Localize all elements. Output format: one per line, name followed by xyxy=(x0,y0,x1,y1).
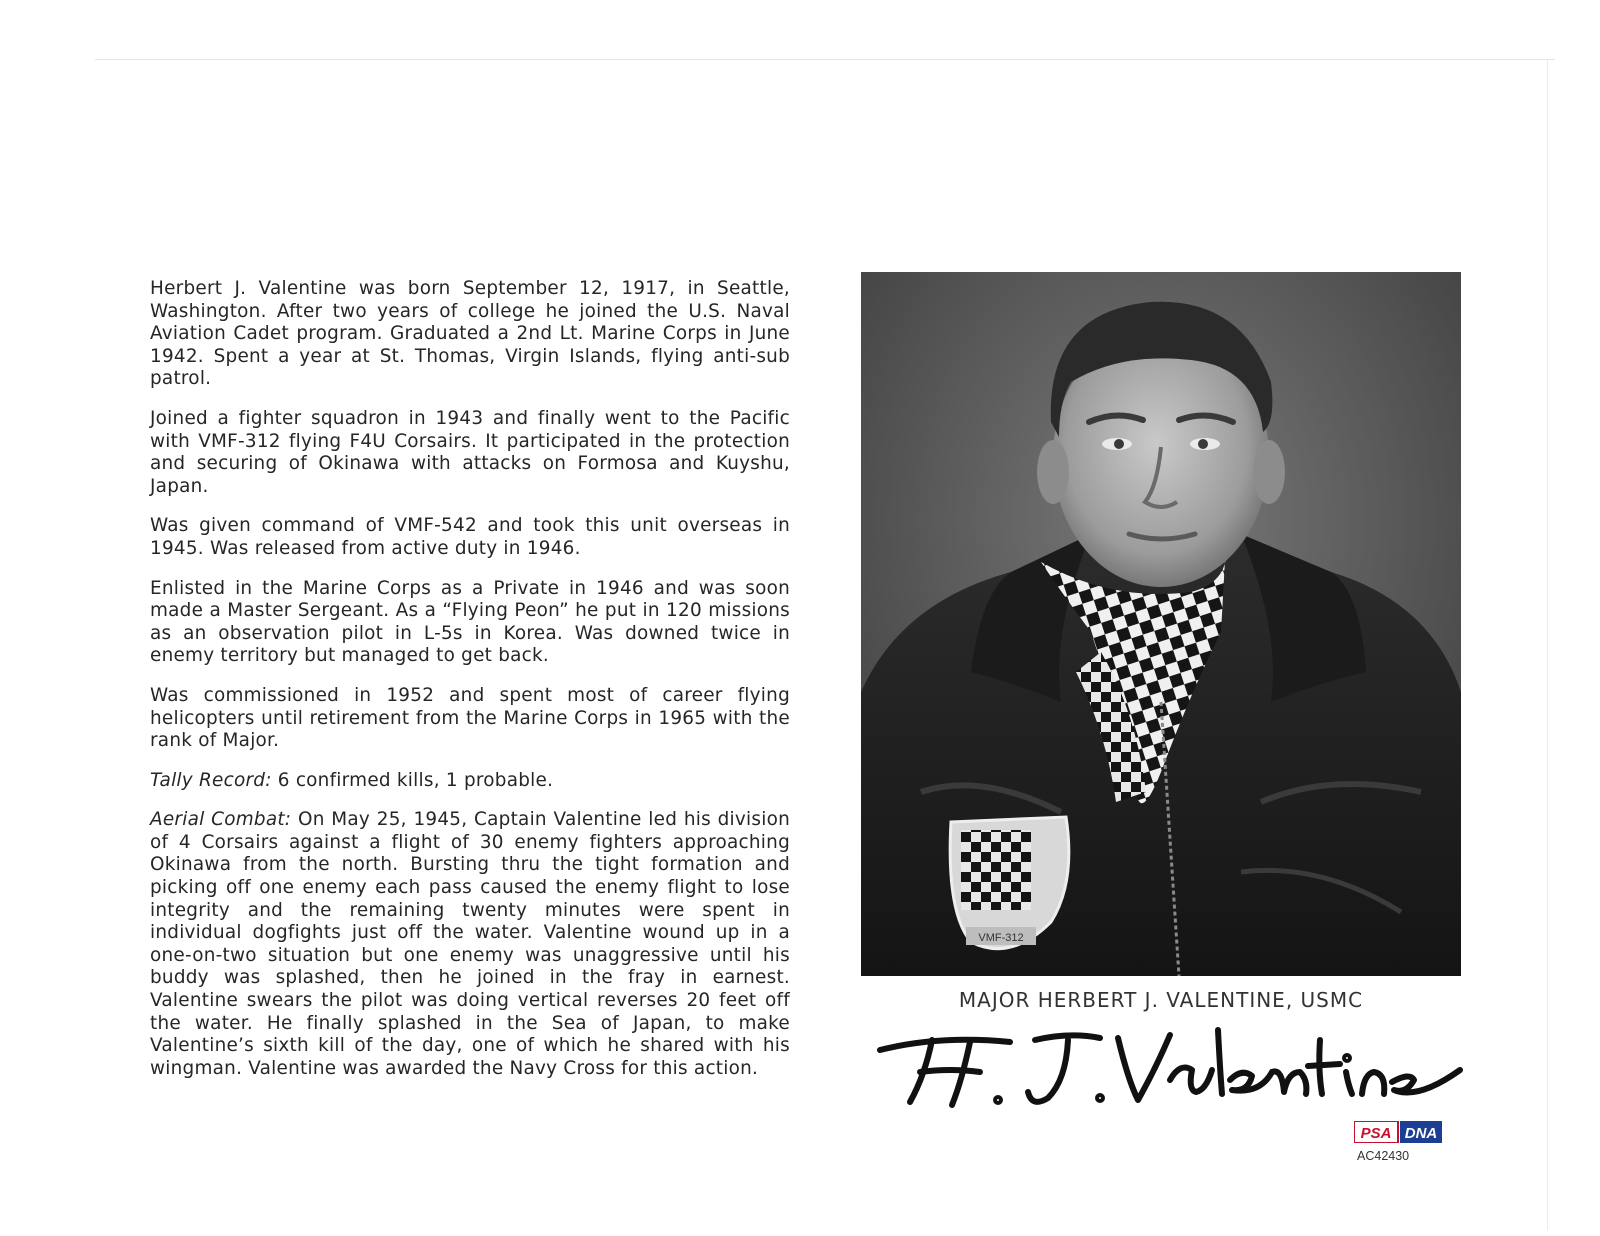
psa-logo-text: PSA xyxy=(1360,1125,1392,1142)
autograph-signature xyxy=(870,1010,1470,1120)
signature-text: H. J. Valentine xyxy=(870,1010,877,1011)
tally-record xyxy=(150,770,790,793)
aerial-combat-text: On May 25, 1945, Captain Valentine led his division of 4 Corsairs against a flight of 30 enemy fighters approaching Okinawa from the north. Bursting thru the tight formation and picking off one enemy each pass caused the enemy flight to lose integrity and the remaining twenty minutes were spent in individual dogfights just off the water. Valentine wound up in a one-on-two situation but one enemy was unaggressive until his buddy was splashed, then he joined in the fray in earnest. Valentine swears the pilot was doing vertical reverses 20 feet off the water. He finally splashed in the Sea of Japan, to make Valentine’s sixth kill of the day, one of which he shared with his wingman. Valentine was awarded the Navy Cross for this action. xyxy=(150,809,790,1079)
page-edge-top xyxy=(95,59,1555,60)
bio-paragraph-5: Was commissioned in 1952 and spent most of career flying helicopters until retirement from the Marine Corps in 1965 with the rank of Major. xyxy=(150,684,790,752)
signature-strokes xyxy=(870,1010,1470,1120)
biography-text xyxy=(150,278,790,1097)
bio-paragraph-4: Enlisted in the Marine Corps as a Private in 1946 and was soon made a Master Sergeant. As a “Flying Peon” he put in 120 missions as an observation pilot in L-5s in Korea. Was downed twice in enemy territory but managed to get back. xyxy=(150,577,790,667)
portrait-caption: MAJOR HERBERT J. VALENTINE, USMC xyxy=(958,988,1364,1012)
psa-dna-logo xyxy=(1354,1121,1444,1143)
patch-text: VMF-312 xyxy=(978,932,1024,944)
aerial-combat-label: Aerial Combat: xyxy=(150,809,292,831)
bio-paragraph-1: Herbert J. Valentine was born September 12, 1917, in Seattle, Washington. After two years of college he joined the U.S. Naval Aviation Cadet program. Graduated a 2nd Lt. Marine Corps in June 1942. Spent a year at St. Thomas, Virgin Islands, flying anti-sub patrol. xyxy=(150,278,790,390)
portrait-photo xyxy=(861,272,1461,976)
aerial-combat xyxy=(150,809,790,1080)
psa-dna-logo-graphic xyxy=(1354,1121,1444,1143)
bio-paragraph-2: Joined a fighter squadron in 1943 and finally went to the Pacific with VMF-312 flying F4U Corsairs. It participated in the protection and securing of Okinawa with attacks on Formosa and Kuyshu, Japan. xyxy=(150,407,790,497)
bio-paragraph-3: Was given command of VMF-542 and took this unit overseas in 1945. Was released from active duty in 1946. xyxy=(150,515,790,559)
certification-number: AC42430 xyxy=(1357,1149,1410,1163)
tally-record-label: Tally Record: xyxy=(150,769,272,791)
dna-logo-text: DNA xyxy=(1404,1125,1438,1142)
page-edge-right xyxy=(1547,60,1548,1230)
tally-record-text: 6 confirmed kills, 1 probable. xyxy=(271,769,554,791)
portrait-illustration xyxy=(861,272,1461,976)
